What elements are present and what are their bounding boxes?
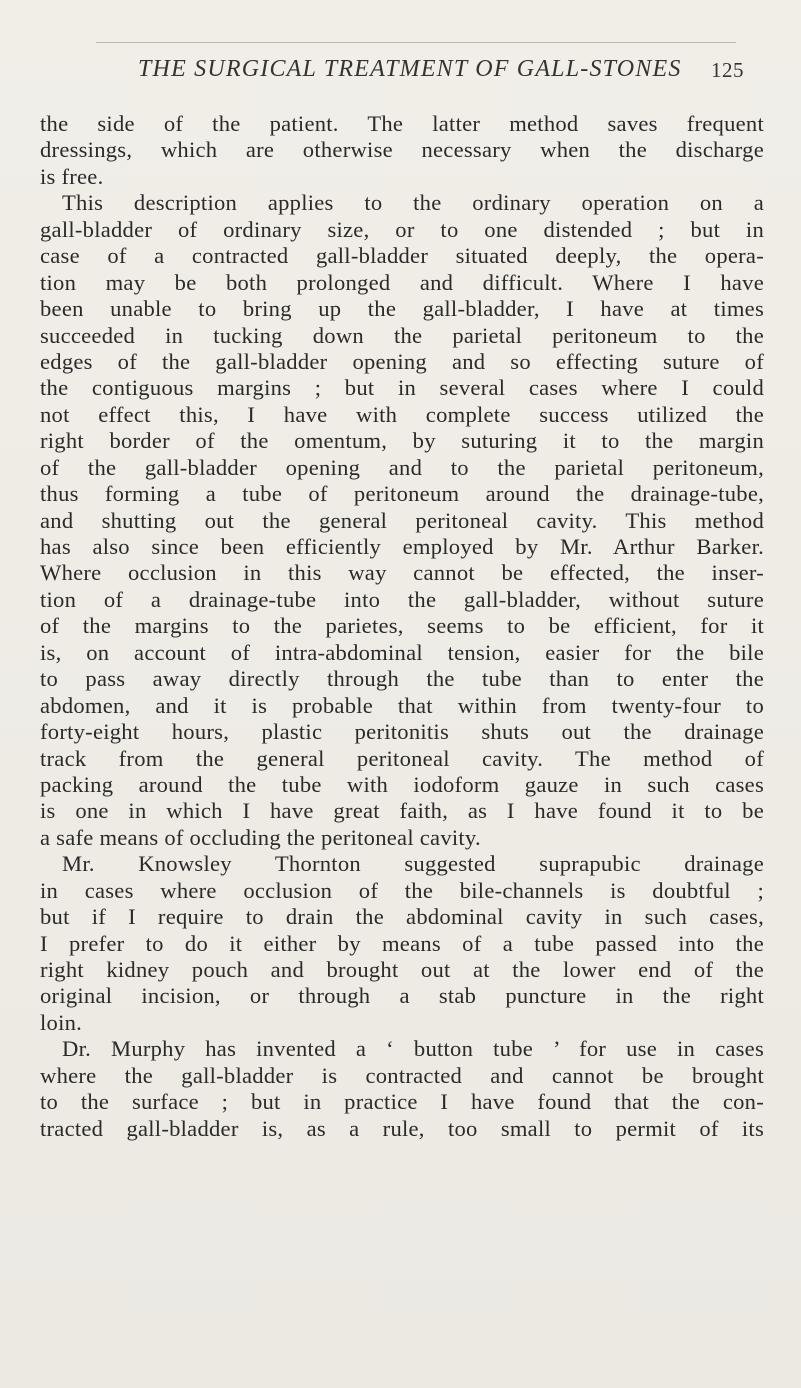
text-line: thus forming a tube of peritoneum around the drainage-tube, xyxy=(40,481,764,507)
text-line: the side of the patient. The latter method saves frequent xyxy=(40,111,764,136)
text-line: loin. xyxy=(40,1009,83,1035)
text-line: succeeded in tucking down the parietal peritoneum to the xyxy=(40,322,764,348)
text-line: dressings, which are otherwise necessary when the discharge xyxy=(40,137,764,163)
text-line: edges of the gall-bladder opening and so effecting suture of xyxy=(40,348,764,374)
text-line: is, on account of intra-abdominal tension, easier for the bile xyxy=(40,639,764,665)
text-line: right border of the omentum, by suturing it to the margin xyxy=(40,428,764,454)
text-line: where the gall-bladder is contracted and cannot be brought xyxy=(40,1062,764,1088)
text-line: case of a contracted gall-bladder situated deeply, the opera- xyxy=(40,243,764,269)
text-line: a safe means of occluding the peritoneal cavity. xyxy=(40,824,481,850)
text-line: gall-bladder of ordinary size, or to one distended ; but in xyxy=(40,216,764,242)
text-line: and shutting out the general peritoneal cavity. This method xyxy=(40,507,764,533)
running-head: THE SURGICAL TREATMENT OF GALL-STONES xyxy=(138,56,682,82)
text-line: packing around the tube with iodoform gauze in such cases xyxy=(40,771,764,797)
text-line: tracted gall-bladder is, as a rule, too small to permit of its xyxy=(40,1115,764,1141)
text-line: to pass away directly through the tube than to enter the xyxy=(40,666,764,692)
text-line: tion of a drainage-tube into the gall-bladder, without suture xyxy=(40,586,764,612)
text-line: This description applies to the ordinary operation on a xyxy=(62,190,764,216)
text-line: the contiguous margins ; but in several cases where I could xyxy=(40,375,764,401)
text-line: not effect this, I have with complete success utilized the xyxy=(40,401,764,427)
top-rule xyxy=(96,42,736,43)
text-line: been unable to bring up the gall-bladder, I have at times xyxy=(40,296,764,322)
text-line: right kidney pouch and brought out at the lower end of the xyxy=(40,957,764,982)
body-text xyxy=(40,111,764,1142)
text-line: is free. xyxy=(40,163,104,189)
text-line: tion may be both prolonged and difficult. Where I have xyxy=(40,269,764,295)
text-line: I prefer to do it either by means of a tube passed into the xyxy=(40,930,764,956)
text-line: Where occlusion in this way cannot be effected, the inser- xyxy=(40,560,764,586)
text-line: Mr. Knowsley Thornton suggested suprapubic drainage xyxy=(62,851,764,877)
text-line: in cases where occlusion of the bile-channels is doubtful ; xyxy=(40,877,764,903)
text-line: abdomen, and it is probable that within from twenty-four to xyxy=(40,692,764,718)
text-line: Dr. Murphy has invented a ‘ button tube ’ for use in cases xyxy=(62,1036,764,1062)
text-line: but if I require to drain the abdominal cavity in such cases, xyxy=(40,904,764,930)
text-line: forty-eight hours, plastic peritonitis shuts out the drainage xyxy=(40,719,764,745)
text-line: has also since been efficiently employed by Mr. Arthur Barker. xyxy=(40,534,764,559)
text-line: of the gall-bladder opening and to the parietal peritoneum, xyxy=(40,454,764,480)
page-number: 125 xyxy=(711,58,744,82)
text-line: original incision, or through a stab puncture in the right xyxy=(40,983,764,1009)
text-line: to the surface ; but in practice I have found that the con- xyxy=(40,1089,764,1115)
page-header xyxy=(138,56,758,90)
text-line: is one in which I have great faith, as I have found it to be xyxy=(40,798,764,824)
text-line: of the margins to the parietes, seems to be efficient, for it xyxy=(40,613,764,639)
text-line: track from the general peritoneal cavity. The method of xyxy=(40,745,764,771)
